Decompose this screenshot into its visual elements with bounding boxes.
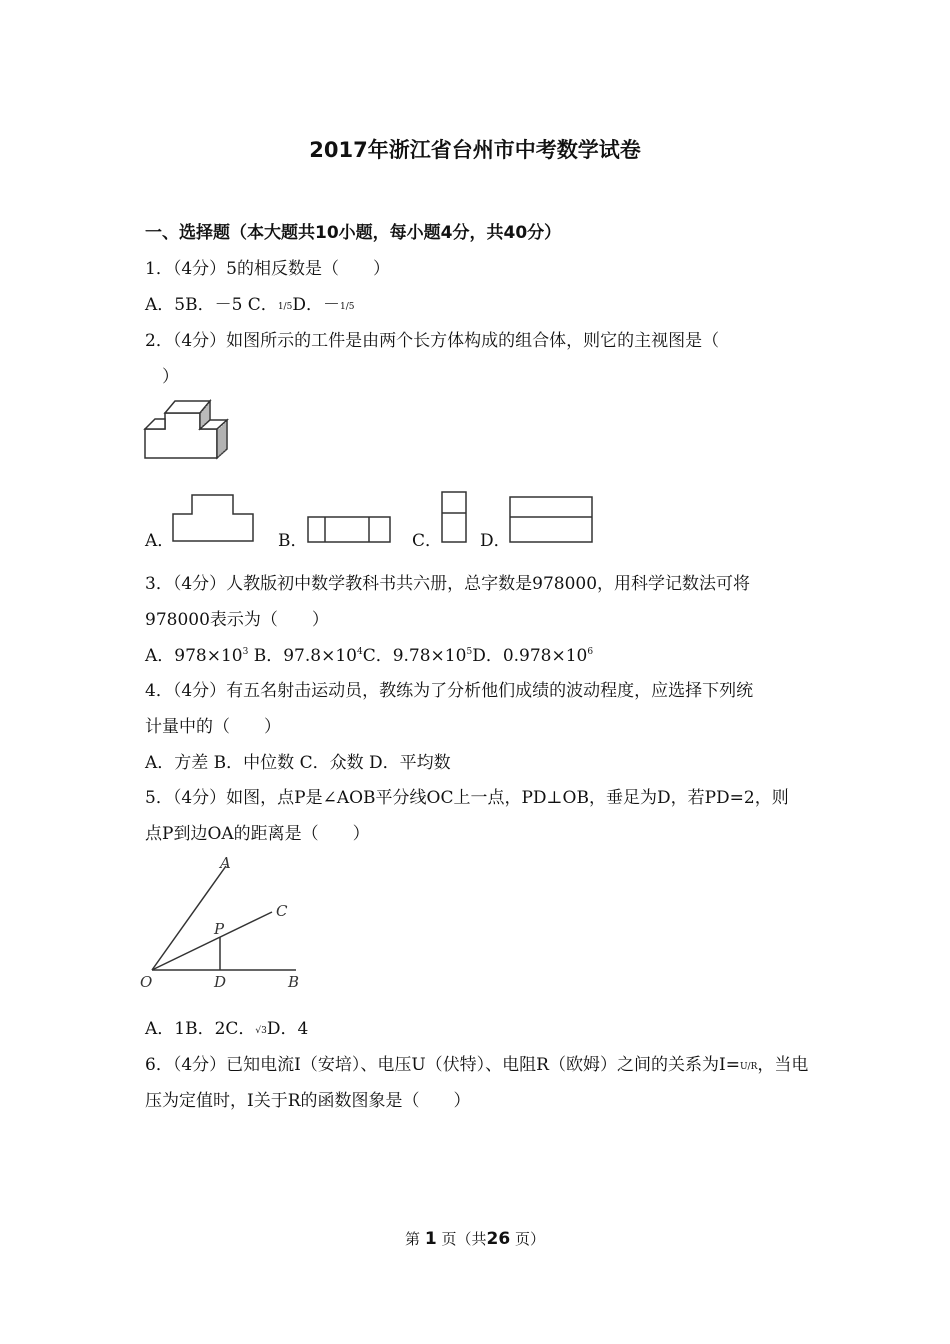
footer-total-pages: 26 — [486, 1229, 511, 1249]
q1-frac2-num: 1 — [339, 302, 346, 312]
section-heading: 一、选择题（本大题共10小题，每小题4分，共40分） — [145, 223, 562, 243]
q3-option-d: D．0.978×10 — [472, 646, 588, 666]
label-a: A — [220, 854, 231, 872]
q3-option-b: B．97.8×10 — [248, 646, 357, 666]
q2-option-a-figure — [170, 492, 256, 544]
footer-page-number: 1 — [424, 1229, 437, 1249]
q1-frac-den: 5 — [286, 302, 293, 312]
label-d: D — [214, 973, 227, 991]
page-title: 2017年浙江省台州市中考数学试卷 — [309, 138, 641, 162]
q1-option-d: D．－ — [292, 295, 340, 315]
q1-frac2-den: 5 — [348, 302, 355, 312]
q5-options-part1: A．1B．2C． — [145, 1019, 256, 1039]
q2-option-d-label: D． — [480, 531, 511, 551]
q6-stem-part1: 6．（4分）已知电流I（安培）、电压U（伏特）、电阻R（欧姆）之间的关系为I= — [145, 1055, 740, 1075]
q5-options — [145, 1017, 308, 1043]
q3-stem-line2: 978000表示为（ ） — [145, 610, 329, 630]
q1-options — [145, 293, 354, 319]
q4-options: A．方差 B．中位数 C．众数 D．平均数 — [145, 753, 451, 773]
q1-stem: 1．（4分）5的相反数是（ ） — [145, 259, 390, 279]
q3-exp-c: 5 — [466, 647, 473, 657]
footer-suffix: 页） — [514, 1230, 545, 1248]
q3-options — [145, 644, 593, 668]
ray-oc — [152, 912, 272, 970]
q3-option-a: A．978×10 — [145, 646, 243, 666]
q2-option-d-figure — [507, 494, 595, 544]
q3-exp-d: 6 — [587, 647, 594, 657]
q6-frac: U/R — [739, 1062, 758, 1072]
q5-angle-figure — [138, 852, 308, 992]
label-c: C — [276, 902, 288, 920]
q5-stem-line2: 点P到边OA的距离是（ ） — [145, 824, 370, 844]
q4-stem-line2: 计量中的（ ） — [145, 717, 281, 737]
q2-stem-line1: 2．（4分）如图所示的工件是由两个长方体构成的组合体，则它的主视图是（ — [145, 331, 720, 351]
q5-stem-line1: 5．（4分）如图，点P是∠AOB平分线OC上一点，PD⊥OB，垂足为D，若PD=2，则 — [145, 788, 789, 808]
footer-prefix: 第 — [405, 1230, 421, 1248]
page-footer — [0, 1228, 950, 1249]
q3-option-c: C．9.78×10 — [362, 646, 467, 666]
q6-frac-num: U — [739, 1062, 748, 1072]
q6-stem-part2: ，当电 — [757, 1055, 809, 1075]
q2-option-c-figure — [439, 489, 469, 544]
q2-option-c-label: C． — [412, 531, 443, 551]
footer-middle: 页（共 — [441, 1230, 487, 1248]
q6-stem-line2: 压为定值时，I关于R的函数图象是（ ） — [145, 1091, 471, 1111]
ray-oa — [152, 866, 226, 970]
q3-exp-b: 4 — [356, 647, 363, 657]
q3-stem-line1: 3．（4分）人教版初中数学教科书共六册，总字数是978000，用科学记数法可将 — [145, 574, 751, 594]
label-b: B — [288, 973, 300, 991]
q6-frac-den: R — [750, 1062, 758, 1072]
label-p: P — [214, 920, 225, 938]
q2-option-b-figure — [305, 514, 393, 544]
q4-stem-line1: 4．（4分）有五名射击运动员，教练为了分析他们成绩的波动程度，应选择下列统 — [145, 681, 754, 701]
q1-options-text: A．5B．－5 C． — [145, 295, 278, 315]
q1-frac: 1/5 — [277, 302, 293, 312]
label-o: O — [140, 973, 153, 991]
q3-exp-a: 3 — [242, 647, 249, 657]
q2-option-a-label: A． — [145, 531, 175, 551]
q1-frac-num: 1 — [277, 302, 284, 312]
q2-option-b-label: B． — [278, 531, 308, 551]
q5-sqrt: √3 — [255, 1026, 267, 1036]
q1-frac-2: 1/5 — [339, 302, 355, 312]
q5-options-part2: D．4 — [266, 1019, 309, 1039]
q6-stem-line1 — [145, 1053, 808, 1079]
q2-solid-figure — [140, 396, 240, 462]
q2-stem-line2: ） — [145, 367, 179, 387]
